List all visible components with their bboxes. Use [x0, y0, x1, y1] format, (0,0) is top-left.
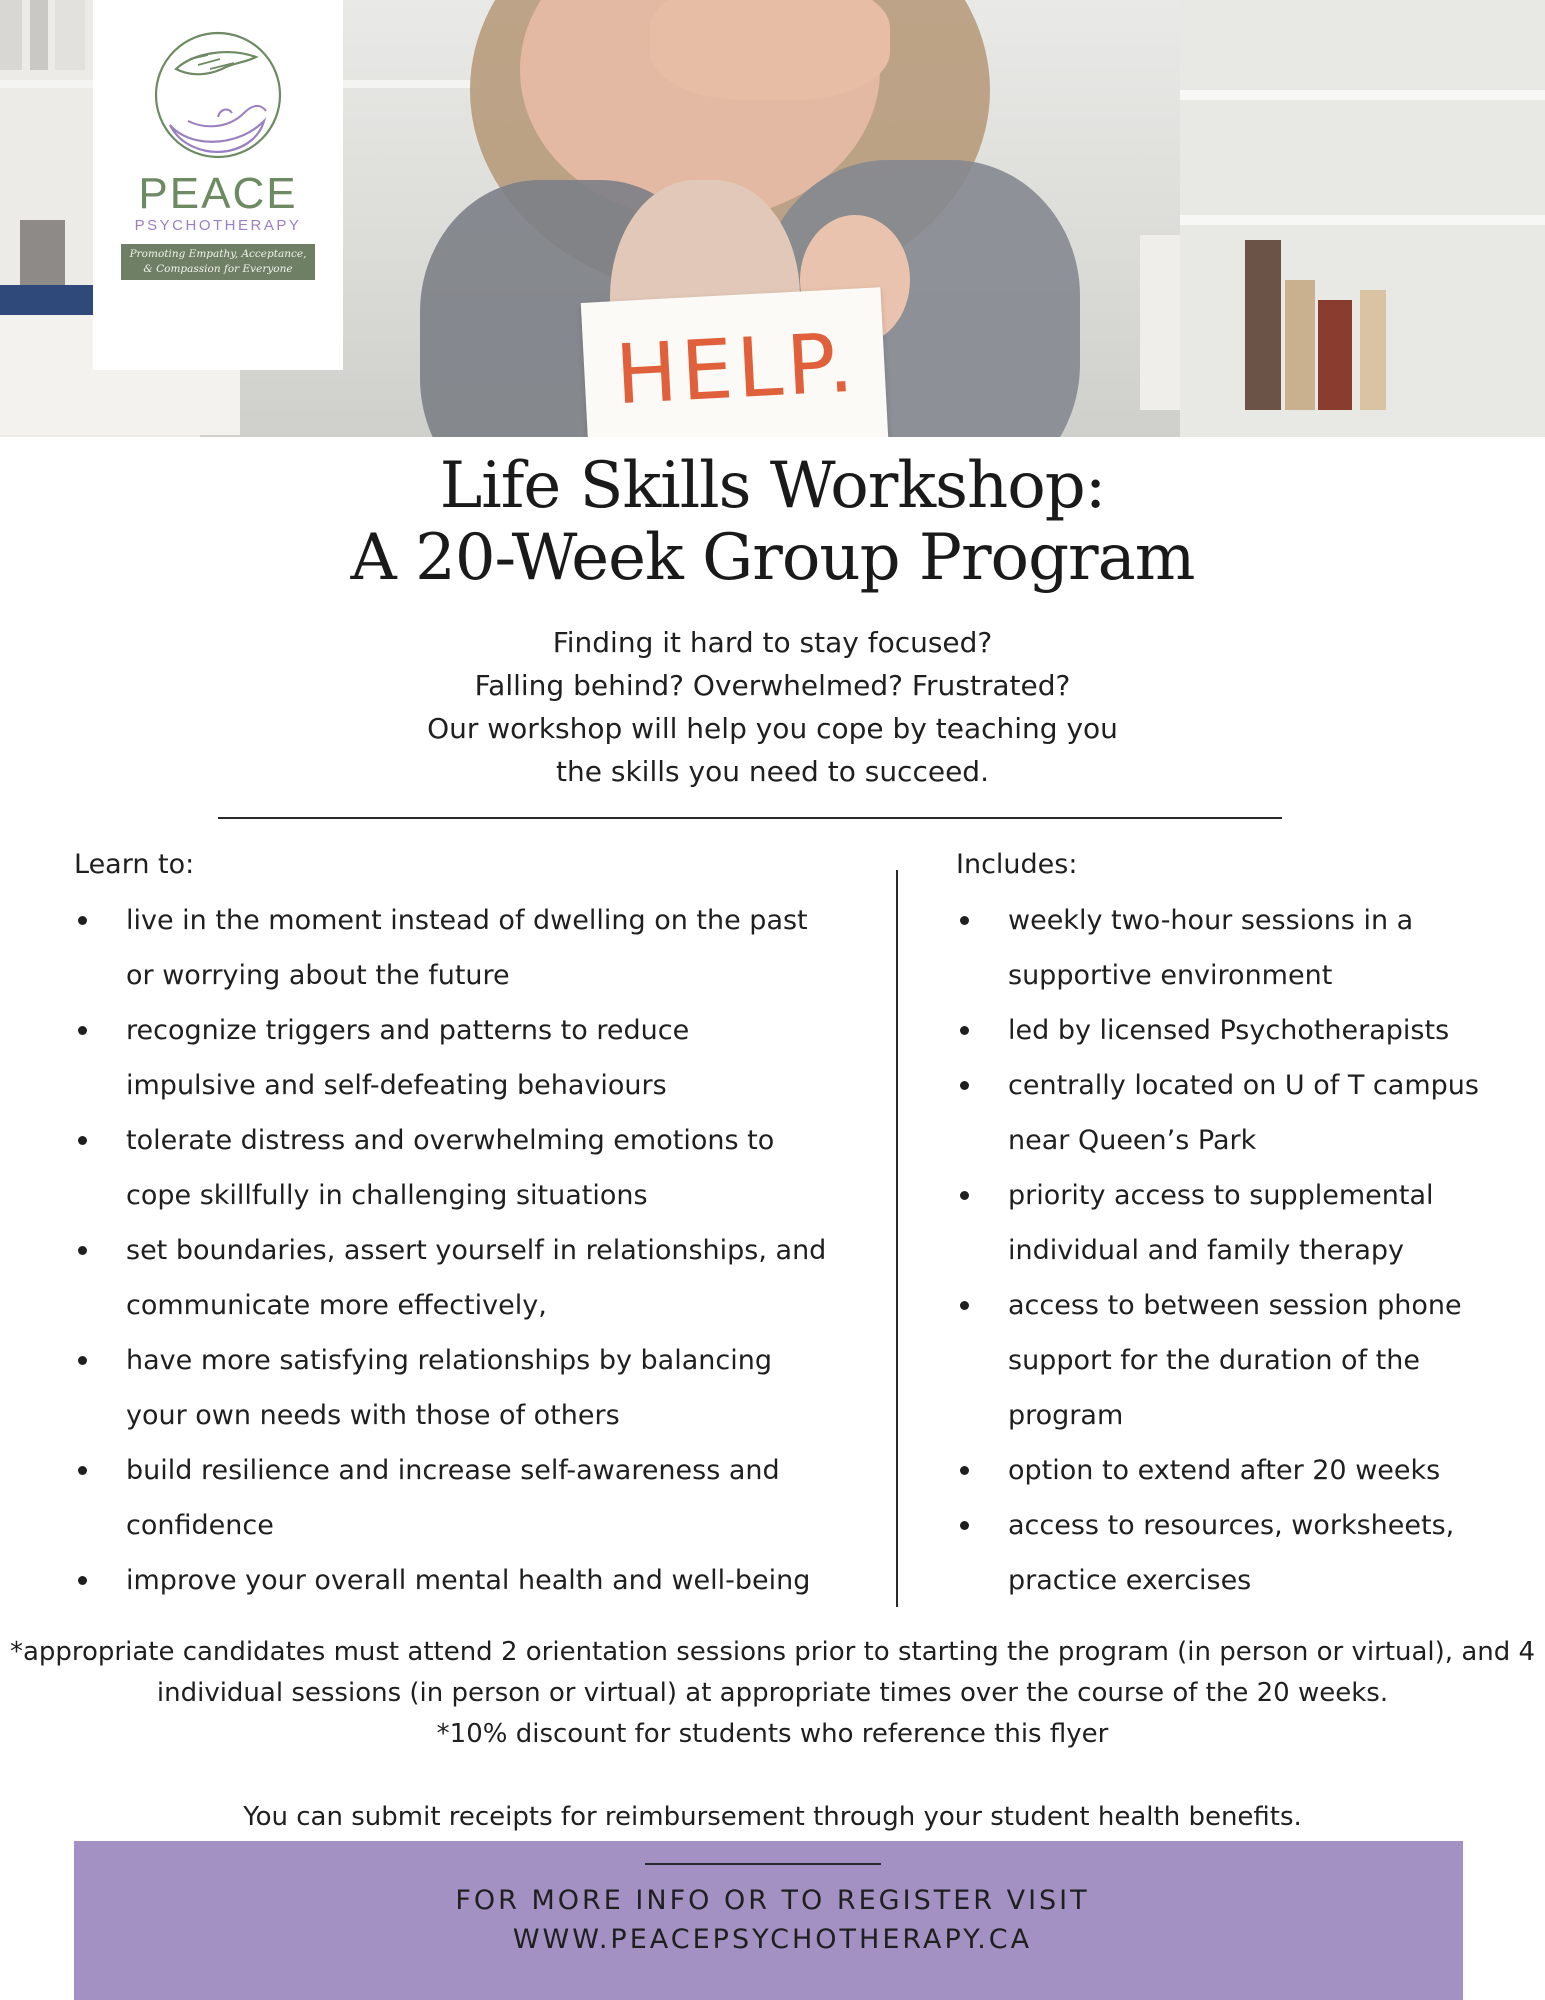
list-item: weekly two-hour sessions in a supportive environment — [956, 893, 1526, 1003]
list-item: centrally located on U of T campus near Queen’s Park — [956, 1058, 1526, 1168]
list-item: led by licensed Psychotherapists — [956, 1003, 1526, 1058]
top-divider — [218, 817, 1282, 819]
includes-list — [956, 893, 1526, 1608]
note-line-1: *appropriate candidates must attend 2 orientation sessions prior to starting the program (in person or virtual), and 4 — [9, 1637, 1536, 1667]
list-item: set boundaries, assert yourself in relationships, and communicate more effectively, — [74, 1223, 874, 1333]
list-item: build resilience and increase self-awareness and confidence — [74, 1443, 874, 1553]
help-sign — [581, 287, 889, 437]
includes-heading: Includes: — [956, 849, 1078, 880]
list-item: recognize triggers and patterns to reduce impulsive and self-defeating behaviours — [74, 1003, 874, 1113]
list-item: have more satisfying relationships by balancing your own needs with those of others — [74, 1333, 874, 1443]
intro-line-3: Our workshop will help you cope by teaching you — [427, 712, 1118, 745]
logo — [93, 0, 343, 370]
list-item: option to extend after 20 weeks — [956, 1443, 1526, 1498]
hands-emblem-icon — [148, 25, 288, 165]
intro-text — [0, 621, 1545, 793]
logo-tagline-line-1: Promoting Empathy, Acceptance, — [129, 248, 307, 260]
learn-heading: Learn to: — [74, 849, 195, 880]
logo-name: PEACE — [138, 169, 298, 218]
list-item: improve your overall mental health and well-being — [74, 1553, 874, 1608]
list-item: tolerate distress and overwhelming emotions to cope skillfully in challenging situations — [74, 1113, 874, 1223]
intro-line-1: Finding it hard to stay focused? — [552, 626, 993, 659]
website-link[interactable]: WWW.PEACEPSYCHOTHERAPY.CA — [512, 1924, 1033, 1955]
list-item: priority access to supplemental individual and family therapy — [956, 1168, 1526, 1278]
list-item: access to between session phone support for the duration of the program — [956, 1278, 1526, 1443]
cta-divider — [645, 1863, 881, 1865]
logo-tagline — [121, 244, 315, 280]
page-title — [0, 450, 1545, 594]
title-line-2: A 20-Week Group Program — [350, 521, 1195, 595]
logo-tagline-line-2: & Compassion for Everyone — [143, 263, 293, 275]
learn-list — [74, 893, 874, 1608]
column-divider — [896, 870, 898, 1607]
title-line-1: Life Skills Workshop: — [439, 449, 1106, 523]
reimbursement-note: You can submit receipts for reimbursement through your student health benefits. — [243, 1802, 1302, 1832]
intro-line-2: Falling behind? Overwhelmed? Frustrated? — [474, 669, 1071, 702]
list-item: live in the moment instead of dwelling on the past or worrying about the future — [74, 893, 874, 1003]
cta-text — [0, 1881, 1545, 1959]
list-item: access to resources, worksheets, practice exercises — [956, 1498, 1526, 1608]
help-sign-text: HELP. — [613, 315, 860, 424]
logo-subtitle: PSYCHOTHERAPY — [134, 217, 302, 234]
note-line-2: individual sessions (in person or virtual) at appropriate times over the course of the 20 weeks. — [156, 1678, 1389, 1708]
requirements-note — [0, 1632, 1545, 1755]
discount-note: *10% discount for students who reference this flyer — [436, 1719, 1109, 1749]
cta-line-1: FOR MORE INFO OR TO REGISTER VISIT — [455, 1885, 1090, 1916]
intro-line-4: the skills you need to succeed. — [556, 755, 989, 788]
